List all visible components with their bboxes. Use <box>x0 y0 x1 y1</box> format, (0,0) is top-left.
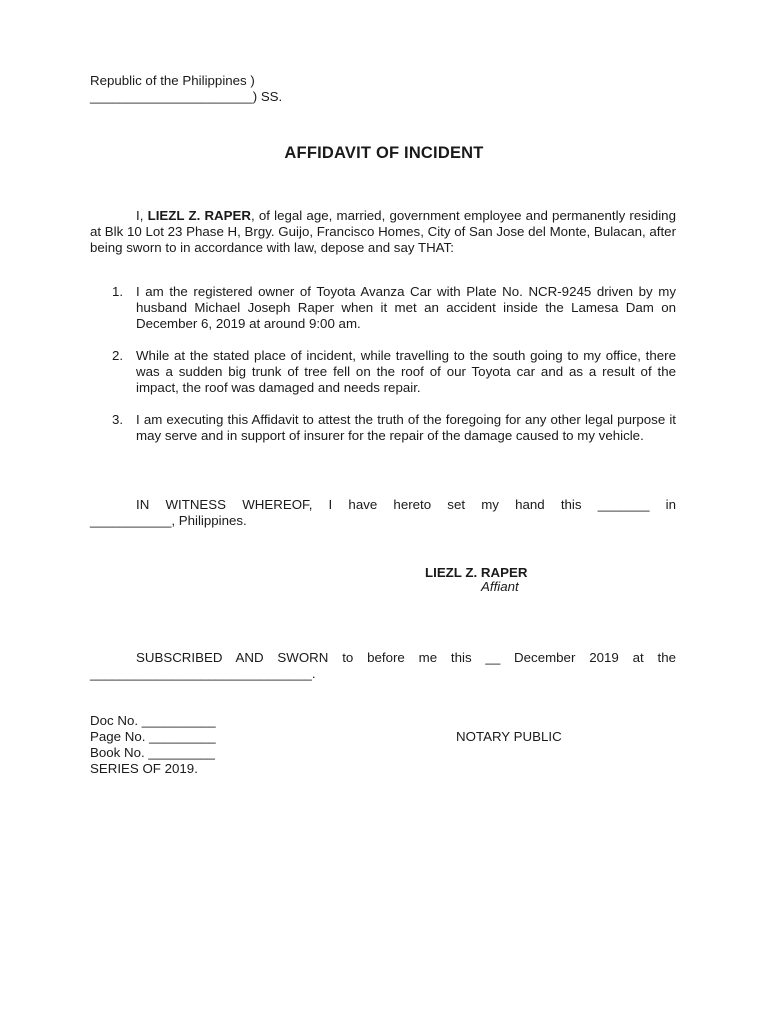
intro-paragraph <box>90 208 676 256</box>
item-3-number: 3. <box>112 412 124 427</box>
signatory-name: LIEZL Z. RAPER <box>425 565 528 580</box>
document-title: AFFIDAVIT OF INCIDENT <box>284 144 484 162</box>
intro-lead: I, <box>136 208 148 223</box>
venue-line-1: Republic of the Philippines ) <box>90 73 255 88</box>
item-1-number: 1. <box>112 284 124 299</box>
page-number-field: Page No. _________ <box>90 729 216 744</box>
jurat-line-1: SUBSCRIBED AND SWORN to before me this __ December 2019 at the <box>136 650 676 665</box>
signatory-role: Affiant <box>481 579 519 594</box>
item-2-number: 2. <box>112 348 124 363</box>
witness-line-1: IN WITNESS WHEREOF, I have hereto set my hand this _______ in <box>136 497 676 512</box>
affiant-name-inline: LIEZL Z. RAPER <box>147 208 251 223</box>
item-3-text: I am executing this Affidavit to attest the truth of the foregoing for any other legal purpose it may serve and in support of insurer for the repair of the damage caused to my vehicle. <box>136 412 676 443</box>
doc-number-field: Doc No. __________ <box>90 713 216 728</box>
venue-line-2: ______________________) SS. <box>90 89 283 104</box>
jurat-line-2: ______________________________. <box>90 666 316 681</box>
notary-public-label: NOTARY PUBLIC <box>456 729 562 744</box>
series-field: SERIES OF 2019. <box>90 761 198 776</box>
witness-line-2: ___________, Philippines. <box>90 513 247 528</box>
item-2-text: While at the stated place of incident, while travelling to the south going to my office, there was a sudden big trunk of tree fell on the roof of our Toyota car and as a result of the impact, the roof was damaged and needs repair. <box>136 348 676 395</box>
item-1-text: I am the registered owner of Toyota Avanza Car with Plate No. NCR-9245 driven by my husband Michael Joseph Raper when it met an accident inside the Lamesa Dam on December 6, 2019 at around 9:00 am. <box>136 284 676 331</box>
book-number-field: Book No. _________ <box>90 745 215 760</box>
intro-text: , of legal age, married, government employee and permanently residing at Blk 10 Lot 23 Phase H, Brgy. Guijo, Francisco Homes, City of San Jose del Monte, Bulacan, after being sworn to in accordance with law, depose and say THAT: <box>90 208 676 255</box>
